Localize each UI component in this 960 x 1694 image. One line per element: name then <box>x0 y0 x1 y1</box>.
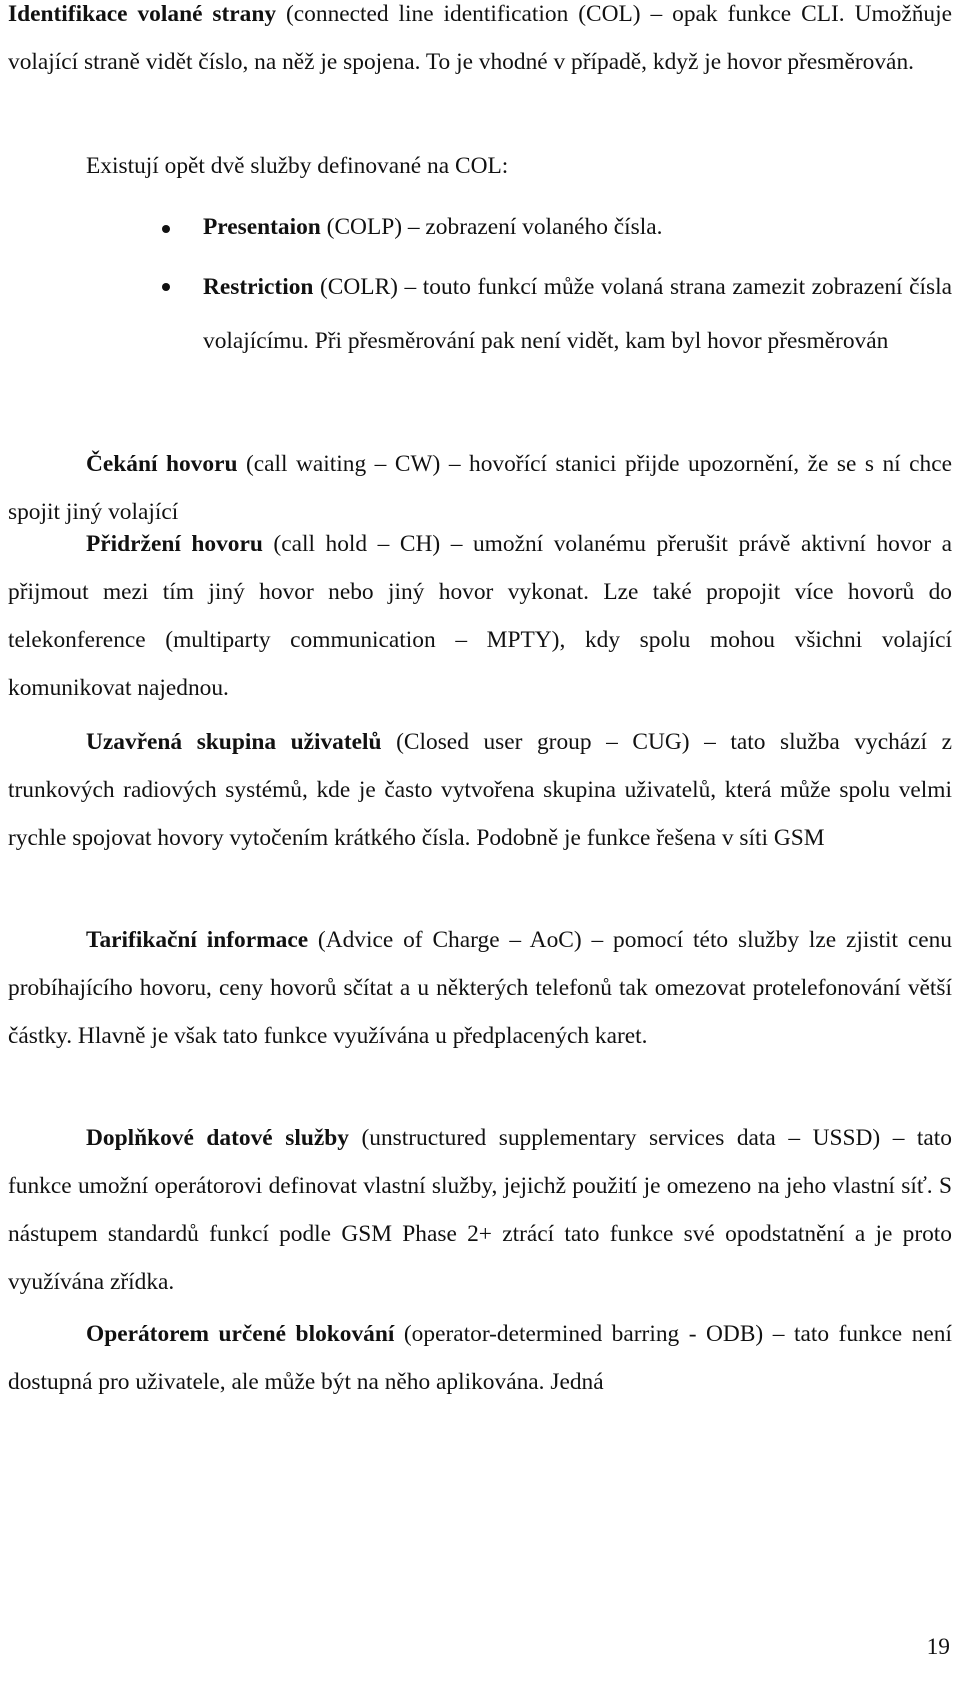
term-ch: Přidržení hovoru <box>86 531 263 557</box>
term-cw: Čekání hovoru <box>86 451 238 477</box>
term-colr: Restriction <box>203 274 314 300</box>
bullet-icon <box>162 225 170 233</box>
paragraph-aoc <box>8 916 952 1060</box>
desc-ch: (call hold – CH) – umožní volanému přerušit právě aktivní hovor a přijmout mezi tím jiný hovor nebo jiný hovor vykonat. Lze také propojit více hovorů do telekonference (multiparty communication – MPTY), kdy spolu mohou všichni volající komunikovat najednou. <box>8 531 952 701</box>
desc-cug: (Closed user group – CUG) – tato služba vychází z trunkových radiových systémů, kde je často vytvořena skupina uživatelů, která může spolu velmi rychle spojovat hovory vytočením krátkého čísla. Podobně je funkce řešena v síti GSM <box>8 729 952 851</box>
term-ussd: Doplňkové datové služby <box>86 1125 349 1151</box>
desc-aoc: (Advice of Charge – AoC) – pomocí této služby lze zjistit cenu probíhajícího hovoru, ceny hovorů sčítat a u některých telefonů tak omezovat protelefonování větší částky. Hlavně je však tato funkce využívána u předplacených karet. <box>8 927 952 1049</box>
bullet-item-colp <box>203 200 952 254</box>
desc-odb: (operator-determined barring - ODB) – tato funkce není dostupná pro uživatele, ale může být na něho aplikována. Jedná <box>8 1321 952 1395</box>
bullet-item-colr <box>203 260 952 368</box>
desc-ussd: (unstructured supplementary services data – USSD) – tato funkce umožní operátorovi definovat vlastní služby, jejichž použití je omezeno na jeho vlastní síť. S nástupem standardů funkcí podle GSM Phase 2+ ztrácí tato funkce své opodstatnění a je proto využívána zřídka. <box>8 1125 953 1295</box>
col-services-intro: Existují opět dvě služby definované na COL: <box>86 153 509 179</box>
desc-colr: (COLR) – touto funkcí může volaná strana zamezit zobrazení čísla volajícímu. Při přesměrování pak není vidět, kam byl hovor přesměrován <box>203 274 952 354</box>
desc-col: (connected line identification (COL) – opak funkce CLI. Umožňuje volající straně vidět číslo, na něž je spojena. To je vhodné v případě, když je hovor přesměrován. <box>8 1 953 75</box>
desc-cw: (call waiting – CW) – hovořící stanici přijde upozornění, že se s ní chce spojit jiný volající <box>8 451 952 525</box>
page-number: 19 <box>926 1634 950 1660</box>
paragraph-ussd <box>8 1114 952 1306</box>
paragraph-odb <box>8 1310 952 1406</box>
paragraph-ch <box>8 520 952 712</box>
term-col: Identifikace volané strany <box>8 1 277 27</box>
paragraph-col <box>8 0 952 86</box>
term-colp: Presentaion <box>203 214 321 240</box>
bullet-icon <box>162 283 170 291</box>
desc-colp: (COLP) – zobrazení volaného čísla. <box>320 214 663 240</box>
paragraph-col-services <box>8 142 952 190</box>
term-cug: Uzavřená skupina uživatelů <box>86 729 382 755</box>
term-odb: Operátorem určené blokování <box>86 1321 395 1347</box>
term-aoc: Tarifikační informace <box>86 927 309 953</box>
paragraph-cug <box>8 718 952 862</box>
